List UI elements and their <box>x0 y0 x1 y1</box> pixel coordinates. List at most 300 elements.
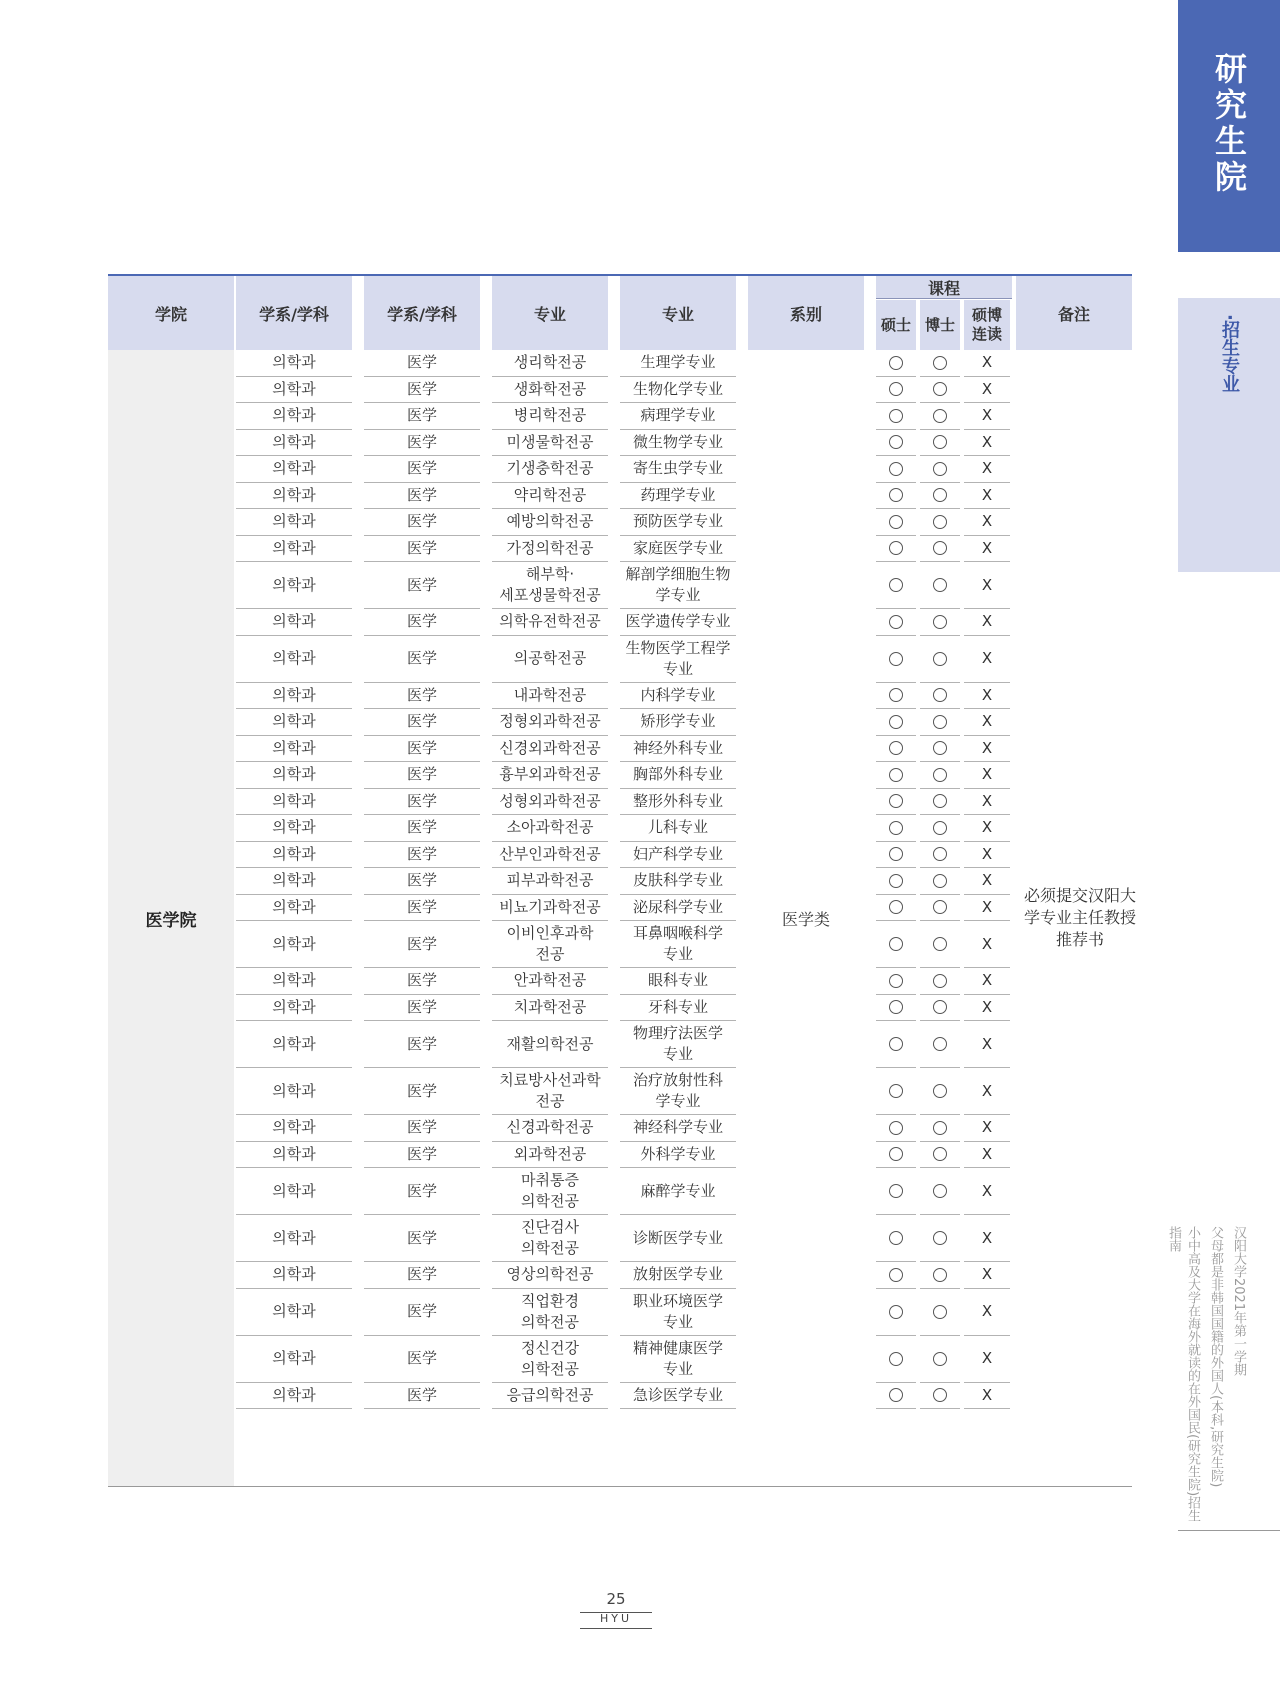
cell-dept-cn <box>364 1383 480 1410</box>
cell-doctor <box>920 1383 960 1410</box>
cell-doctor <box>920 815 960 842</box>
cell-master <box>876 762 916 789</box>
cell-text: 医学 <box>406 575 437 594</box>
cell-text: 의학과 <box>272 1144 316 1163</box>
cell-text: 神经科学专业 <box>632 1118 723 1137</box>
cell-master <box>876 709 916 736</box>
cell-major-cn <box>620 456 736 483</box>
cell-doctor <box>920 509 960 536</box>
cell-dept-kr <box>236 895 352 922</box>
cell-combined <box>964 609 1010 636</box>
cell-combined <box>964 1336 1010 1383</box>
table-row <box>108 1142 1132 1169</box>
cell-master <box>876 377 916 404</box>
cell-text: 의학과 <box>272 1302 316 1320</box>
table-row <box>108 509 1132 536</box>
cell-text: 의학과 <box>272 934 316 953</box>
cell-text: 정형외과학전공 <box>499 712 601 731</box>
cell-text: 职业环境医学 专业 <box>632 1291 723 1331</box>
cell-major-cn <box>620 636 736 683</box>
circle-icon <box>889 1305 903 1319</box>
circle-icon <box>889 974 903 988</box>
cell-dept-cn <box>364 815 480 842</box>
cell-text: 의학과 <box>272 575 316 594</box>
cell-text: 微生物学专业 <box>632 432 723 451</box>
cross-mark: X <box>981 1228 993 1247</box>
cell-text: 麻醉学专业 <box>640 1181 716 1200</box>
cell-major-kr <box>492 509 608 536</box>
cell-major-cn <box>620 1142 736 1169</box>
cell-combined <box>964 815 1010 842</box>
cell-doctor <box>920 562 960 609</box>
cell-text: 医学遗传学专业 <box>625 612 731 631</box>
cell-doctor <box>920 868 960 895</box>
cell-text: 마취통증 의학전공 <box>521 1171 579 1210</box>
cell-text: 재활의학전공 <box>506 1034 594 1053</box>
cross-mark: X <box>981 738 993 757</box>
cell-dept-cn <box>364 1115 480 1142</box>
cell-text: 医学 <box>406 934 437 953</box>
cell-dept-cn <box>364 377 480 404</box>
cell-text: 의학과 <box>272 612 316 631</box>
cell-text: 기생충학전공 <box>506 459 594 478</box>
circle-icon <box>933 409 947 423</box>
cell-text: 의학과 <box>272 971 316 990</box>
cell-dept-cn <box>364 1168 480 1215</box>
cell-combined <box>964 1383 1010 1410</box>
cell-text: 이비인후과학 전공 <box>506 924 594 963</box>
cell-text: 영상의학전공 <box>506 1265 594 1284</box>
cell-major-cn <box>620 789 736 816</box>
cell-combined <box>964 921 1010 968</box>
cell-doctor <box>920 350 960 377</box>
cell-text: 의학과 <box>272 1181 316 1200</box>
cell-dept-cn <box>364 895 480 922</box>
circle-icon <box>933 435 947 449</box>
circle-icon <box>889 1352 903 1366</box>
table-header <box>108 276 1132 350</box>
cell-master <box>876 1336 916 1383</box>
circle-icon <box>933 900 947 914</box>
cell-doctor <box>920 1262 960 1289</box>
cell-dept-kr <box>236 609 352 636</box>
remarks-cell: 必须提交汉阳大学专业主任教授推荐书 <box>1023 886 1136 949</box>
cell-text: 整形外科专业 <box>632 791 723 810</box>
cell-text: 放射医学专业 <box>632 1265 723 1284</box>
cell-dept-kr <box>236 1262 352 1289</box>
table-row <box>108 403 1132 430</box>
cell-major-kr <box>492 895 608 922</box>
cell-text: 의공학전공 <box>513 649 587 667</box>
cell-major-kr <box>492 1142 608 1169</box>
cell-major-cn <box>620 762 736 789</box>
cell-text: 生物医学工程学 专业 <box>625 638 731 678</box>
cell-dept-cn <box>364 1336 480 1383</box>
cell-combined <box>964 895 1010 922</box>
cell-doctor <box>920 895 960 922</box>
circle-icon <box>933 688 947 702</box>
cell-master <box>876 1068 916 1115</box>
cell-master <box>876 403 916 430</box>
cell-text: 医学 <box>406 1302 437 1320</box>
cell-master <box>876 1115 916 1142</box>
circle-icon <box>889 652 903 666</box>
table-row <box>108 762 1132 789</box>
circle-icon <box>889 1231 903 1245</box>
cell-dept-cn <box>364 1289 480 1336</box>
circle-icon <box>889 1037 903 1051</box>
cell-dept-cn <box>364 868 480 895</box>
table-row <box>108 1262 1132 1289</box>
section-tab-admission-majors <box>1178 298 1280 572</box>
table-row <box>108 636 1132 683</box>
cell-text: 医学 <box>406 997 437 1016</box>
circle-icon <box>933 1268 947 1282</box>
cell-text: 医学 <box>406 897 437 916</box>
table-row <box>108 350 1132 377</box>
cell-major-cn <box>620 403 736 430</box>
cell-combined <box>964 403 1010 430</box>
header-combined: 硕博 连读 <box>964 300 1010 350</box>
cell-dept-kr <box>236 736 352 763</box>
cell-text: 의학과 <box>272 379 316 398</box>
side-divider <box>1178 1530 1280 1531</box>
circle-icon <box>933 541 947 555</box>
cell-text: 의학과 <box>272 1265 316 1284</box>
table-row <box>108 430 1132 457</box>
cell-major-cn <box>620 921 736 968</box>
category-cell: 医学类 <box>781 909 830 929</box>
circle-icon <box>889 1084 903 1098</box>
cell-major-kr <box>492 483 608 510</box>
cell-text: 피부과학전공 <box>506 871 594 890</box>
cell-text: 의학과 <box>272 1349 316 1367</box>
cell-dept-kr <box>236 562 352 609</box>
cross-mark: X <box>981 712 993 731</box>
cell-text: 의학과 <box>272 765 316 784</box>
cell-text: 物理疗法医学 专业 <box>632 1024 723 1063</box>
cell-master <box>876 895 916 922</box>
cell-text: 精神健康医学 专业 <box>632 1338 723 1378</box>
table-row <box>108 1383 1132 1410</box>
side-guide-title <box>1166 1226 1248 1526</box>
cell-dept-kr <box>236 815 352 842</box>
cell-doctor <box>920 995 960 1022</box>
cell-text: 生理学专业 <box>640 353 716 372</box>
circle-icon <box>889 435 903 449</box>
cross-mark: X <box>981 575 993 594</box>
circle-icon <box>889 821 903 835</box>
cell-master <box>876 536 916 563</box>
cell-master <box>876 483 916 510</box>
cell-master <box>876 736 916 763</box>
cell-dept-kr <box>236 762 352 789</box>
cell-major-cn <box>620 968 736 995</box>
cell-text: 안과학전공 <box>513 971 587 990</box>
cell-doctor <box>920 921 960 968</box>
cell-master <box>876 350 916 377</box>
table-row <box>108 377 1132 404</box>
cell-major-kr <box>492 430 608 457</box>
cell-text: 医学 <box>406 649 437 667</box>
cross-mark: X <box>981 612 993 631</box>
header-college: 学院 <box>108 276 234 350</box>
cell-dept-kr <box>236 636 352 683</box>
cell-major-cn <box>620 1115 736 1142</box>
cross-mark: X <box>981 971 993 990</box>
circle-icon <box>933 974 947 988</box>
cell-doctor <box>920 609 960 636</box>
cell-combined <box>964 1021 1010 1068</box>
circle-icon <box>889 382 903 396</box>
cell-major-kr <box>492 762 608 789</box>
cell-master <box>876 921 916 968</box>
cell-dept-kr <box>236 1142 352 1169</box>
cell-master <box>876 1021 916 1068</box>
cell-major-cn <box>620 562 736 609</box>
table-row <box>108 736 1132 763</box>
cell-master <box>876 1383 916 1410</box>
cell-text: 医学 <box>406 1118 437 1137</box>
cell-combined <box>964 1262 1010 1289</box>
cell-text: 皮肤科学专业 <box>632 871 723 890</box>
circle-icon <box>889 741 903 755</box>
cross-mark: X <box>981 897 993 916</box>
cell-text: 외과학전공 <box>513 1144 587 1163</box>
cell-text: 의학과 <box>272 1034 316 1053</box>
table-row <box>108 709 1132 736</box>
circle-icon <box>933 874 947 888</box>
cell-dept-cn <box>364 350 480 377</box>
table-row <box>108 815 1132 842</box>
cell-dept-cn <box>364 709 480 736</box>
cross-mark: X <box>981 538 993 557</box>
cell-text: 医学 <box>406 1265 437 1284</box>
cell-text: 의학과 <box>272 459 316 478</box>
table-row <box>108 536 1132 563</box>
circle-icon <box>889 1388 903 1402</box>
cell-major-kr <box>492 842 608 869</box>
cell-dept-kr <box>236 1068 352 1115</box>
cell-text: 医学 <box>406 818 437 837</box>
cell-text: 내과학전공 <box>513 685 587 704</box>
header-major-kr: 专业 <box>492 276 608 350</box>
cell-dept-cn <box>364 483 480 510</box>
cell-major-kr <box>492 1289 608 1336</box>
cell-combined <box>964 562 1010 609</box>
circle-icon <box>933 741 947 755</box>
cell-doctor <box>920 1068 960 1115</box>
cell-doctor <box>920 403 960 430</box>
cell-text: 치료방사선과학 전공 <box>499 1071 601 1110</box>
section-tab-title: 研究生院 <box>1210 52 1248 196</box>
header-remarks: 备注 <box>1016 276 1132 350</box>
cell-major-kr <box>492 1336 608 1383</box>
cell-text: 의학과 <box>272 406 316 425</box>
cell-dept-cn <box>364 636 480 683</box>
circle-icon <box>889 1184 903 1198</box>
cell-major-kr <box>492 403 608 430</box>
cell-doctor <box>920 377 960 404</box>
cross-mark: X <box>981 379 993 398</box>
circle-icon <box>933 615 947 629</box>
cell-master <box>876 456 916 483</box>
cell-combined <box>964 1142 1010 1169</box>
header-master: 硕士 <box>876 300 916 350</box>
cell-text: 신경과학전공 <box>506 1118 594 1137</box>
cross-mark: X <box>981 1034 993 1053</box>
cell-text: 医学 <box>406 1181 437 1200</box>
cell-text: 解剖学细胞生物 学专业 <box>625 565 731 604</box>
cell-combined <box>964 868 1010 895</box>
cell-major-kr <box>492 1068 608 1115</box>
cell-dept-cn <box>364 403 480 430</box>
header-dept-cn: 学系/学科 <box>364 276 480 350</box>
cell-major-kr <box>492 536 608 563</box>
cell-major-cn <box>620 895 736 922</box>
cell-text: 神经外科专业 <box>632 738 723 757</box>
circle-icon <box>889 768 903 782</box>
cell-text: 신경외과학전공 <box>499 738 601 757</box>
cell-combined <box>964 377 1010 404</box>
cell-text: 의학과 <box>272 712 316 731</box>
circle-icon <box>889 900 903 914</box>
cell-dept-cn <box>364 1262 480 1289</box>
cross-mark: X <box>981 791 993 810</box>
circle-icon <box>933 462 947 476</box>
cell-major-cn <box>620 709 736 736</box>
cell-text: 医学 <box>406 1034 437 1053</box>
cell-major-cn <box>620 1215 736 1262</box>
cell-text: 의학과 <box>272 538 316 557</box>
circle-icon <box>933 356 947 370</box>
cell-text: 의학과 <box>272 685 316 704</box>
circle-icon <box>933 1184 947 1198</box>
cell-text: 성형외과학전공 <box>499 791 601 810</box>
cell-combined <box>964 483 1010 510</box>
cell-text: 해부학· 세포생물학전공 <box>499 565 601 604</box>
circle-icon <box>889 794 903 808</box>
cell-dept-kr <box>236 350 352 377</box>
circle-icon <box>889 1147 903 1161</box>
cell-master <box>876 609 916 636</box>
cell-dept-kr <box>236 1215 352 1262</box>
cell-major-cn <box>620 1336 736 1383</box>
cell-text: 外科学专业 <box>640 1144 716 1163</box>
circle-icon <box>933 821 947 835</box>
circle-icon <box>889 937 903 951</box>
cell-major-kr <box>492 1168 608 1215</box>
cell-text: 急诊医学专业 <box>632 1385 723 1404</box>
table-row <box>108 842 1132 869</box>
cell-text: 医学 <box>406 538 437 557</box>
cross-mark: X <box>981 818 993 837</box>
section-tab-subtitle: ·招生专业 <box>1219 314 1240 393</box>
table-row <box>108 789 1132 816</box>
cell-combined <box>964 456 1010 483</box>
cell-dept-kr <box>236 403 352 430</box>
circle-icon <box>933 1084 947 1098</box>
cell-master <box>876 636 916 683</box>
cell-text: 의학과 <box>272 1118 316 1137</box>
cross-mark: X <box>981 1081 993 1100</box>
cell-doctor <box>920 536 960 563</box>
cell-major-kr <box>492 636 608 683</box>
cell-major-cn <box>620 536 736 563</box>
cell-text: 预防医学专业 <box>632 512 723 531</box>
cell-dept-kr <box>236 968 352 995</box>
cross-mark: X <box>981 1181 993 1200</box>
cell-dept-cn <box>364 1215 480 1262</box>
cell-doctor <box>920 1289 960 1336</box>
cell-text: 산부인과학전공 <box>499 844 601 863</box>
cell-master <box>876 562 916 609</box>
cell-text: 内科学专业 <box>640 685 716 704</box>
circle-icon <box>933 1388 947 1402</box>
cell-master <box>876 842 916 869</box>
cell-combined <box>964 1168 1010 1215</box>
table-row <box>108 868 1132 895</box>
cell-text: 의학과 <box>272 818 316 837</box>
cell-text: 의학과 <box>272 485 316 504</box>
cell-combined <box>964 1289 1010 1336</box>
cell-major-kr <box>492 1021 608 1068</box>
cell-combined <box>964 842 1010 869</box>
table-row <box>108 968 1132 995</box>
cell-dept-cn <box>364 789 480 816</box>
cell-dept-kr <box>236 377 352 404</box>
circle-icon <box>889 1000 903 1014</box>
cell-dept-kr <box>236 868 352 895</box>
cell-text: 생리학전공 <box>513 353 587 372</box>
cell-dept-kr <box>236 921 352 968</box>
cell-major-kr <box>492 995 608 1022</box>
cell-dept-kr <box>236 1383 352 1410</box>
cell-text: 응급의학전공 <box>506 1385 594 1404</box>
cross-mark: X <box>981 1349 993 1367</box>
cell-doctor <box>920 456 960 483</box>
cell-master <box>876 995 916 1022</box>
cell-master <box>876 509 916 536</box>
cross-mark: X <box>981 844 993 863</box>
cell-text: 医学 <box>406 871 437 890</box>
cell-text: 医学 <box>406 432 437 451</box>
cell-text: 직업환경 의학전공 <box>521 1291 579 1331</box>
cell-dept-kr <box>236 1168 352 1215</box>
cell-text: 정신건강 의학전공 <box>521 1338 579 1378</box>
cell-dept-kr <box>236 483 352 510</box>
cell-doctor <box>920 762 960 789</box>
cell-dept-cn <box>364 1068 480 1115</box>
cell-dept-cn <box>364 921 480 968</box>
cell-major-cn <box>620 842 736 869</box>
cell-dept-kr <box>236 509 352 536</box>
cell-major-kr <box>492 868 608 895</box>
table-row <box>108 1168 1132 1215</box>
circle-icon <box>933 515 947 529</box>
section-tab-graduate-school <box>1178 0 1280 252</box>
cell-dept-cn <box>364 683 480 710</box>
cell-major-kr <box>492 456 608 483</box>
circle-icon <box>933 715 947 729</box>
cell-text: 의학과 <box>272 871 316 890</box>
cell-dept-kr <box>236 683 352 710</box>
cell-text: 의학과 <box>272 1385 316 1404</box>
cell-combined <box>964 1115 1010 1142</box>
cell-text: 의학과 <box>272 1081 316 1100</box>
side-guide-line-1: 汉阳大学2021年第一学期 <box>1231 1226 1246 1377</box>
cell-doctor <box>920 430 960 457</box>
